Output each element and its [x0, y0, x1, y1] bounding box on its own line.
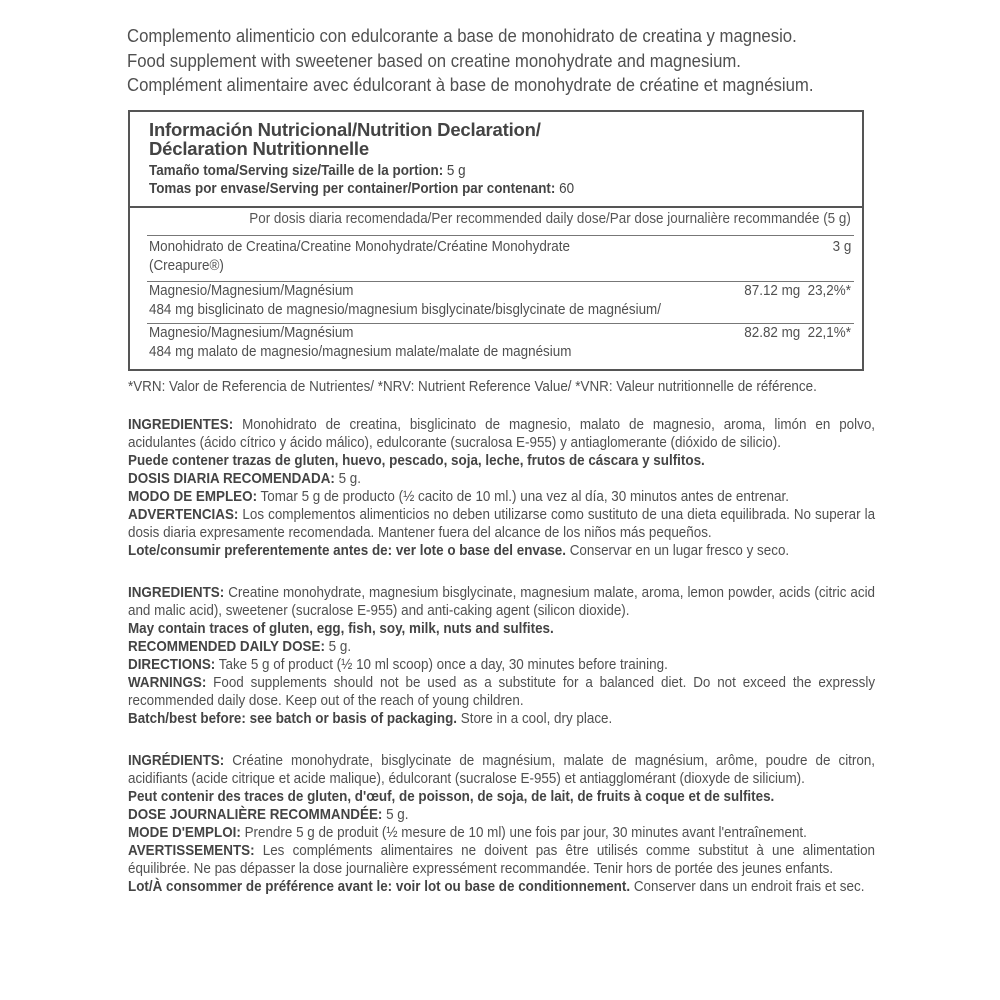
batch-storage: Batch/best before: see batch or basis of packaging. Store in a cool, dry place. — [128, 711, 613, 727]
table-divider — [130, 206, 862, 208]
nutrient-value: 87.12 mg 23,2%* — [744, 283, 851, 299]
directions: DIRECTIONS: Take 5 g of product (½ 10 ml scoop) once a day, 30 minutes before training. — [128, 657, 668, 673]
nutrition-title-line1: Información Nutricional/Nutrition Declaration/ — [149, 119, 541, 140]
description-en: Food supplement with sweetener based on creatine monohydrate and magnesium. — [127, 49, 741, 71]
nutrition-title — [149, 120, 541, 158]
nutrient-row-magnesium-bisglycinate — [149, 282, 851, 320]
nutrient-name: Magnesio/Magnesium/Magnésium — [149, 283, 354, 299]
batch-storage: Lot/À consommer de préférence avant le: voir lot ou base de conditionnement. Conserver dans un endroit frais et sec. — [128, 879, 865, 895]
warnings: ADVERTENCIAS: Los complementos alimenticios no deben utilizarse como sustituto de una dieta equilibrada. No superar la dosis diaria expresamente recomendada. Mantener fuera del alcance de los niños más pequeños. — [128, 507, 876, 541]
batch-storage: Lote/consumir preferentemente antes de: ver lote o base del envase. Conservar en un lugar fresco y seco. — [128, 543, 790, 559]
vrn-footnote: *VRN: Valor de Referencia de Nutrientes/ *NRV: Nutrient Reference Value/ *VNR: Valeur nutritionnelle de référence. — [128, 379, 817, 395]
description-fr: Complément alimentaire avec édulcorant à base de monohydrate de créatine et magnésium. — [127, 74, 814, 95]
description-es: Complemento alimenticio con edulcorante a base de monohidrato de creatina y magnesio. — [127, 25, 797, 46]
product-description — [127, 24, 987, 98]
nutrient-detail: 484 mg malato de magnesio/magnesium malate/malate de magnésium — [149, 344, 572, 360]
nutrient-row-magnesium-malate — [149, 324, 851, 362]
daily-dose: DOSE JOURNALIÈRE RECOMMANDÉE: 5 g. — [128, 807, 409, 823]
nutrient-name: Monohidrato de Creatina/Creatine Monohydrate/Créatine Monohydrate — [149, 239, 570, 255]
section-en — [128, 584, 875, 728]
allergen-traces: May contain traces of gluten, egg, fish, soy, milk, nuts and sulfites. — [128, 621, 554, 637]
serving-info — [149, 163, 574, 198]
nutrient-value: 82.82 mg 22,1%* — [744, 325, 851, 341]
nutrient-detail: 484 mg bisglicinato de magnesio/magnesium bisglycinate/bisglycinate de magnésium/ — [149, 302, 661, 318]
serving-size: Tamaño toma/Serving size/Taille de la portion: 5 g — [149, 163, 466, 179]
row-divider — [147, 235, 854, 236]
nutrient-value: 3 g — [832, 239, 851, 255]
daily-dose: RECOMMENDED DAILY DOSE: 5 g. — [128, 639, 352, 655]
ingredients: INGRÉDIENTS: Créatine monohydrate, bisglycinate de magnésium, malate de magnésium, arôme, poudre de citron, acidifiants (acide citrique et acide malique), édulcorant (sucralose E-955) et antiagglomérant (dioxyde de silicium). — [128, 753, 876, 787]
allergen-traces: Peut contenir des traces de gluten, d'œuf, de poisson, de soja, de lait, de fruits à coque et de sulfites. — [128, 789, 775, 805]
nutrition-title-line2: Déclaration Nutritionnelle — [149, 138, 369, 159]
directions: MODO DE EMPLEO: Tomar 5 g de producto (½ cacito de 10 ml.) una vez al día, 30 minutos antes de entrenar. — [128, 489, 789, 505]
section-fr — [128, 752, 875, 896]
daily-dose: DOSIS DIARIA RECOMENDADA: 5 g. — [128, 471, 362, 487]
nutrient-detail: (Creapure®) — [149, 258, 224, 274]
warnings: AVERTISSEMENTS: Les compléments alimentaires ne doivent pas être utilisés comme substitut à une alimentation équilibrée. Ne pas dépasser la dose journalière expressément recommandée. Tenir hors de portée des jeunes enfants. — [128, 843, 876, 877]
nutrient-name: Magnesio/Magnesium/Magnésium — [149, 325, 354, 341]
servings-per-container: Tomas por envase/Serving per container/Portion par contenant: 60 — [149, 180, 575, 197]
directions: MODE D'EMPLOI: Prendre 5 g de produit (½ mesure de 10 ml) une fois par jour, 30 minutes avant l'entraînement. — [128, 825, 807, 841]
ingredients: INGREDIENTES: Monohidrato de creatina, bisglicinato de magnesio, malato de magnesio, aroma, limón en polvo, acidulantes (ácido cítrico y ácido málico), edulcorante (sucralosa E-955) y antiaglomerante (dióxido de silicio). — [128, 417, 876, 451]
ingredients: INGREDIENTS: Creatine monohydrate, magnesium bisglycinate, magnesium malate, aroma, lemon powder, acids (citric acid and malic acid), sweetener (sucralose E-955) and anti-caking agent (silicon dioxide). — [128, 585, 876, 619]
section-es — [128, 416, 875, 560]
nutrition-table — [128, 110, 864, 371]
nutrient-row-creatine — [149, 238, 851, 276]
per-dose-header: Por dosis diaria recomendada/Per recommended daily dose/Par dose journalière recommandée (5 g) — [249, 211, 851, 227]
allergen-traces: Puede contener trazas de gluten, huevo, pescado, soja, leche, frutos de cáscara y sulfitos. — [128, 453, 705, 469]
warnings: WARNINGS: Food supplements should not be used as a substitute for a balanced diet. Do not exceed the expressly recommended daily dose. Keep out of the reach of young children. — [128, 675, 876, 709]
